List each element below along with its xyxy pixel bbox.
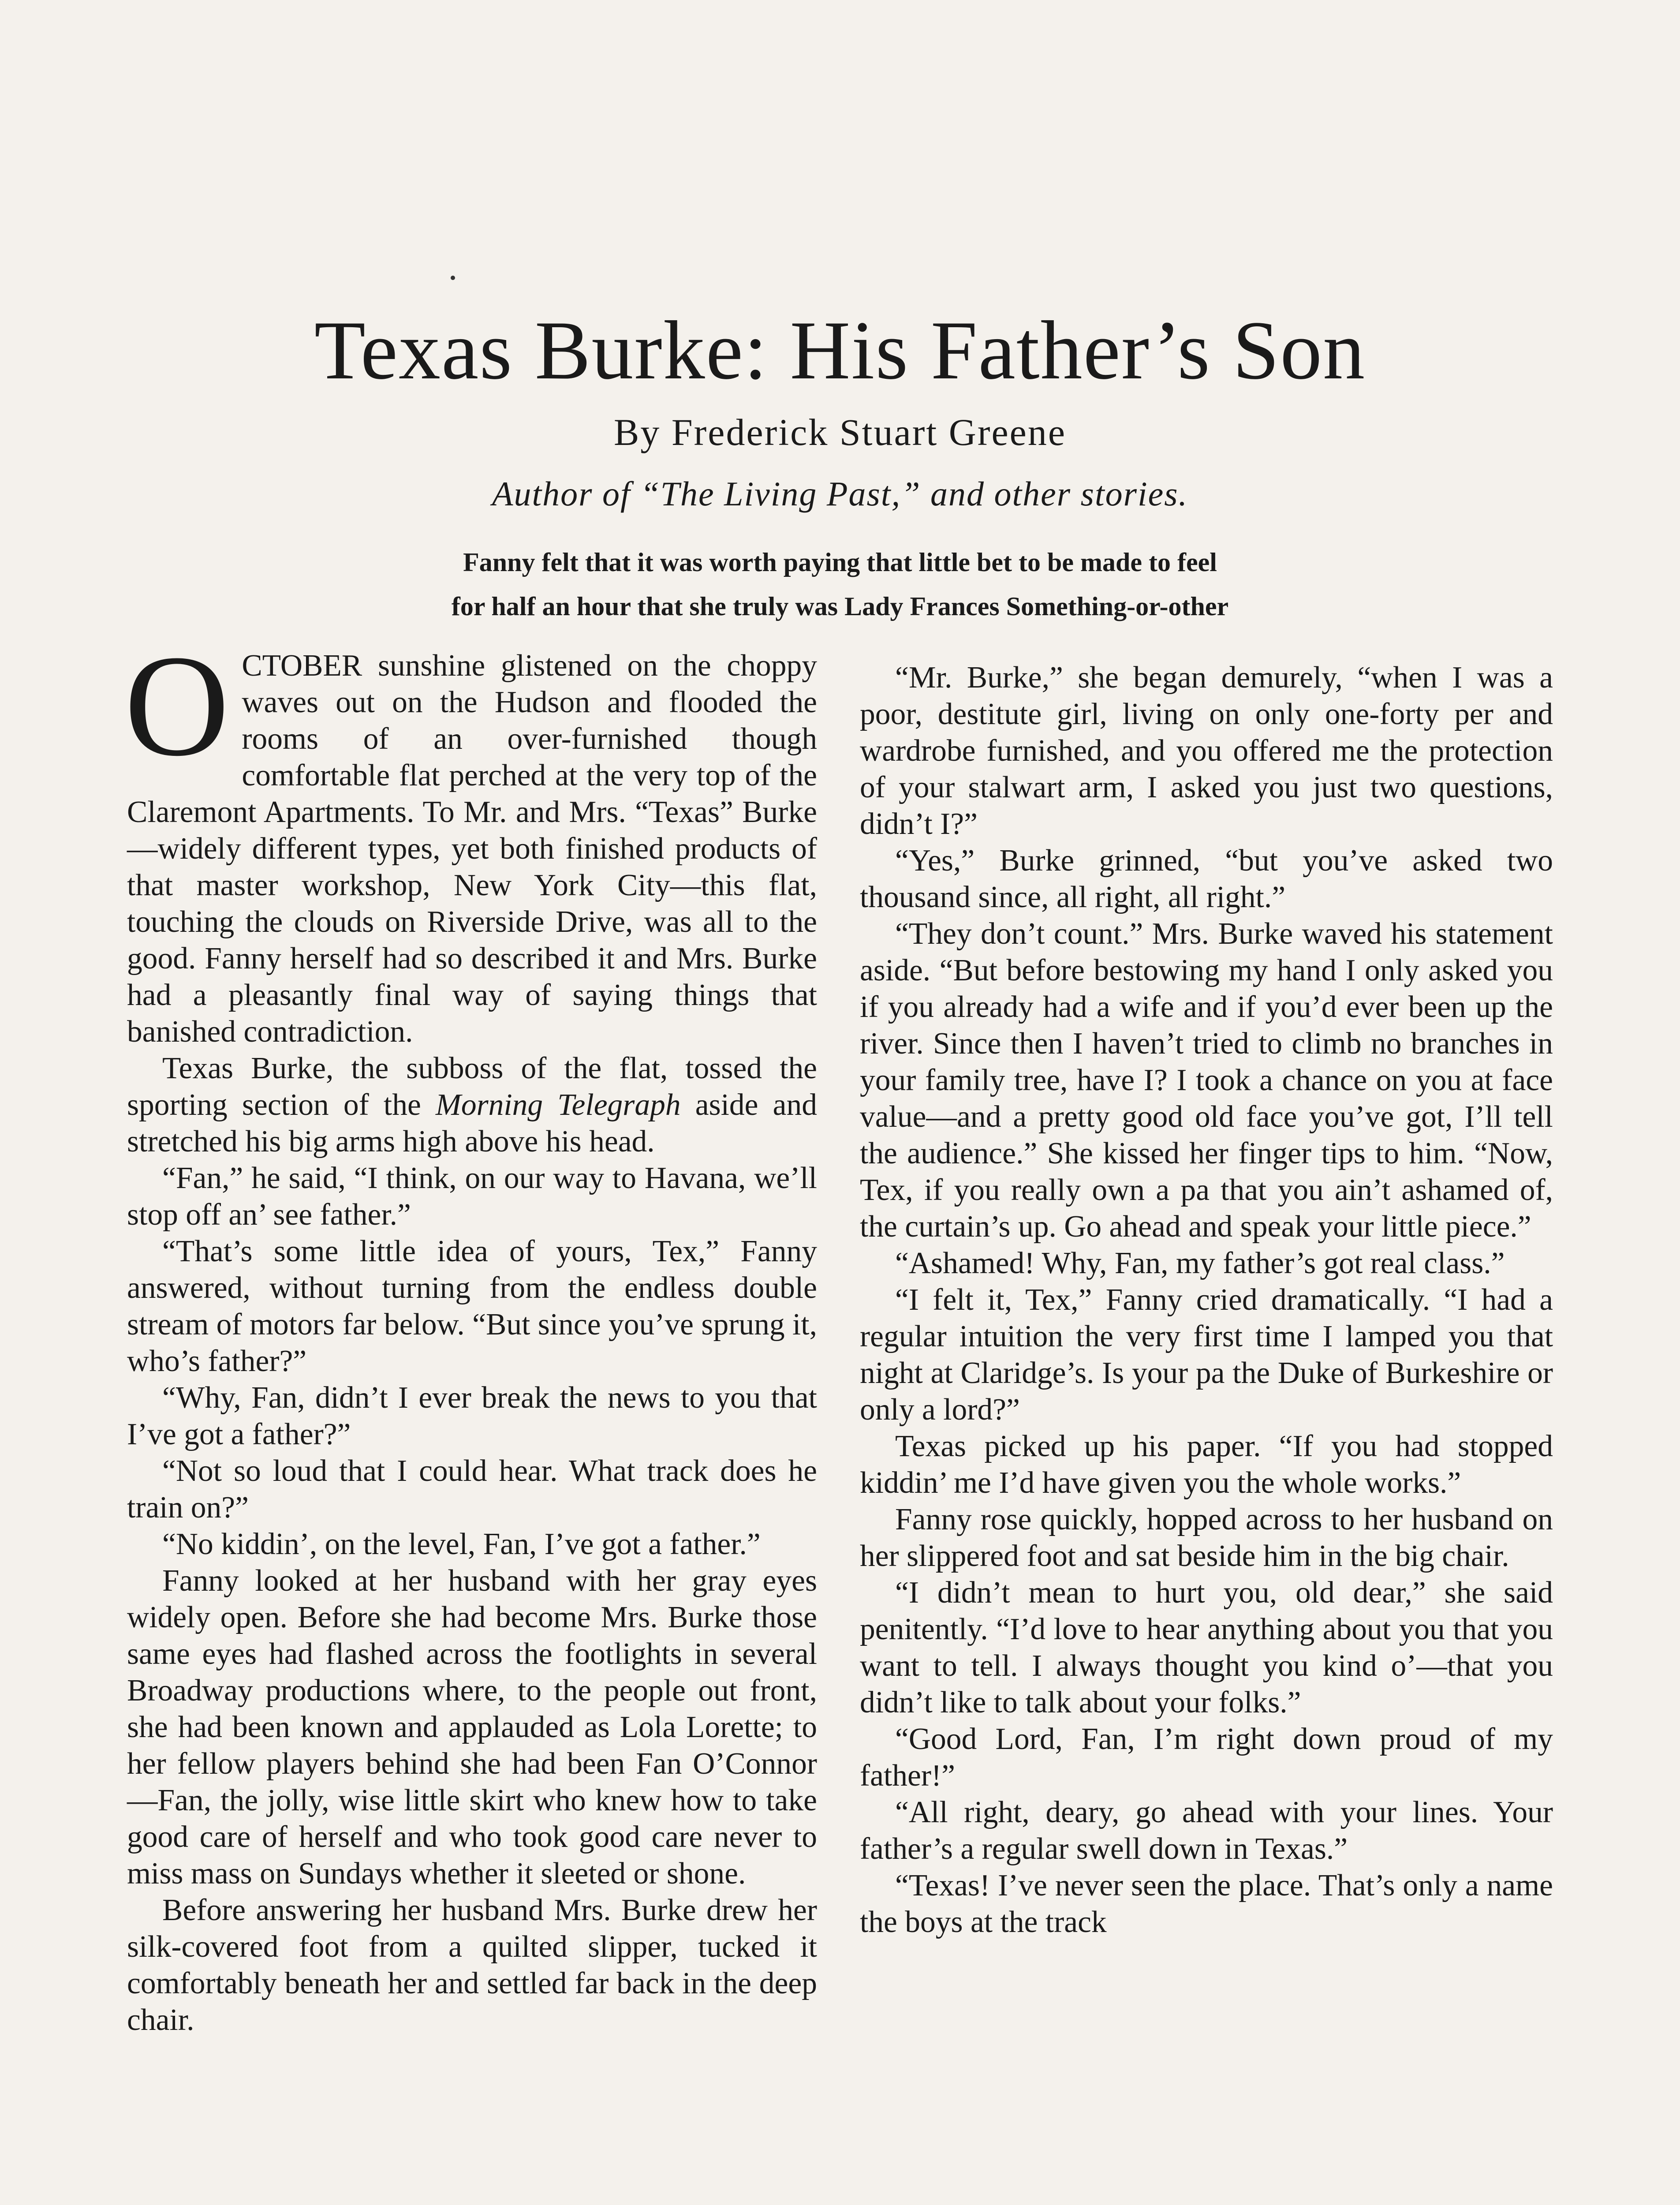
story-title: Texas Burke: His Father’s Son	[314, 304, 1366, 397]
blurb-line: Fanny felt that it was worth paying that little bet to be made to feel	[463, 548, 1217, 577]
paragraph: “All right, deary, go ahead with your lines. Your father’s a regular swell down in Texas.”	[860, 1795, 1553, 1866]
paragraph: Fanny looked at her husband with her gray eyes widely open. Before she had become Mrs. Burke those same eyes had flashed across the footlights in several Broadway productions where, to the people out front, she had been known and applauded as Lola Lorette; to her fellow players behind she had been Fan O’Connor—Fan, the jolly, wise little skirt who knew how to take good care of herself and who took good care never to miss mass on Sundays whether it sleeted or shone.	[127, 1564, 817, 1891]
paragraph: “I didn’t mean to hurt you, old dear,” she said penitently. “I’d love to hear anything about you that you want to tell. I always thought you kind o’—that you didn’t like to talk about your folks.”	[860, 1576, 1553, 1719]
paragraph: “Good Lord, Fan, I’m right down proud of my father!”	[860, 1722, 1553, 1793]
right-column	[860, 659, 1553, 2205]
drop-cap: O	[124, 625, 230, 786]
paragraph: “Texas! I’ve never seen the place. That’s only a name the boys at the track	[860, 1869, 1553, 1939]
blurb-line: for half an hour that she truly was Lady Frances Something-or-other	[451, 592, 1229, 621]
lead-word: CTOBER	[242, 649, 362, 683]
paragraph-text: sunshine glistened on the choppy waves out on the Hudson and flooded the rooms of an over-furnished though comfortable flat perched at the very top of the Claremont Apartments. To Mr. and Mrs. “Texas” Burke—widely different types, yet both finished products of that master workshop, New York City—this flat, touching the clouds on Riverside Drive, was all to the good. Fanny herself had so described it and Mrs. Burke had a pleasantly final way of saying things that banished contradiction.	[127, 649, 817, 1049]
left-column	[124, 625, 817, 2205]
story-blurb	[309, 540, 1371, 628]
paragraph: Texas picked up his paper. “If you had stopped kiddin’ me I’d have given you the whole works.”	[860, 1429, 1553, 1500]
author-note: Author of “The Living Past,” and other stories.	[492, 475, 1188, 513]
paragraph: “Yes,” Burke grinned, “but you’ve asked two thousand since, all right, all right.”	[860, 844, 1553, 914]
paragraph: “No kiddin’, on the level, Fan, I’ve got a father.”	[162, 1527, 761, 1561]
paragraph: “Mr. Burke,” she began demurely, “when I was a poor, destitute girl, living on only one-forty per and wardrobe furnished, and you offered me the protection of your stalwart arm, I asked you just two questions, didn’t I?”	[860, 661, 1553, 841]
paragraph	[124, 625, 817, 1050]
paragraph	[127, 1050, 817, 1160]
paragraph: “Not so loud that I could hear. What track does he train on?”	[127, 1454, 817, 1525]
paragraph: “Ashamed! Why, Fan, my father’s got real class.”	[895, 1246, 1505, 1280]
paragraph-text: aside and stretched his big arms high above his head.	[127, 1088, 817, 1159]
paragraph: “I felt it, Tex,” Fanny cried dramatically. “I had a regular intuition the very first time I lamped you that night at Claridge’s. Is your pa the Duke of Burkeshire or only a lord?”	[860, 1283, 1553, 1427]
paragraph: “Why, Fan, didn’t I ever break the news to you that I’ve got a father?”	[127, 1381, 817, 1451]
paragraph: Fanny rose quickly, hopped across to her husband on her slippered foot and sat beside him in the big chair.	[860, 1502, 1553, 1573]
paragraph: Before answering her husband Mrs. Burke drew her silk-covered foot from a quilted slipper, tucked it comfortably beneath her and settled far back in the deep chair.	[127, 1893, 817, 2037]
paragraph: “Fan,” he said, “I think, on our way to Havana, we’ll stop off an’ see father.”	[127, 1161, 817, 1232]
newspaper-title: Morning Telegraph	[435, 1088, 681, 1122]
paragraph-text: Texas Burke, the subboss of the flat, tossed the sporting section of the	[127, 1051, 817, 1122]
print-speck	[451, 276, 455, 280]
paragraph: “That’s some little idea of yours, Tex,” Fanny answered, without turning from the endless double stream of motors far below. “But since you’ve sprung it, who’s father?”	[127, 1234, 817, 1378]
byline: By Frederick Stuart Greene	[613, 411, 1067, 453]
paragraph: “They don’t count.” Mrs. Burke waved his statement aside. “But before bestowing my hand I only asked you if you already had a wife and if you’d ever been up the river. Since then I haven’t tried to climb no branches in your family tree, have I? I took a chance on you at face value—and a pretty good old face you’ve got, I’ll tell the audience.” She kissed her finger tips to him. “Now, Tex, if you really own a pa that you ain’t ashamed of, the curtain’s up. Go ahead and speak your little piece.”	[860, 917, 1553, 1244]
